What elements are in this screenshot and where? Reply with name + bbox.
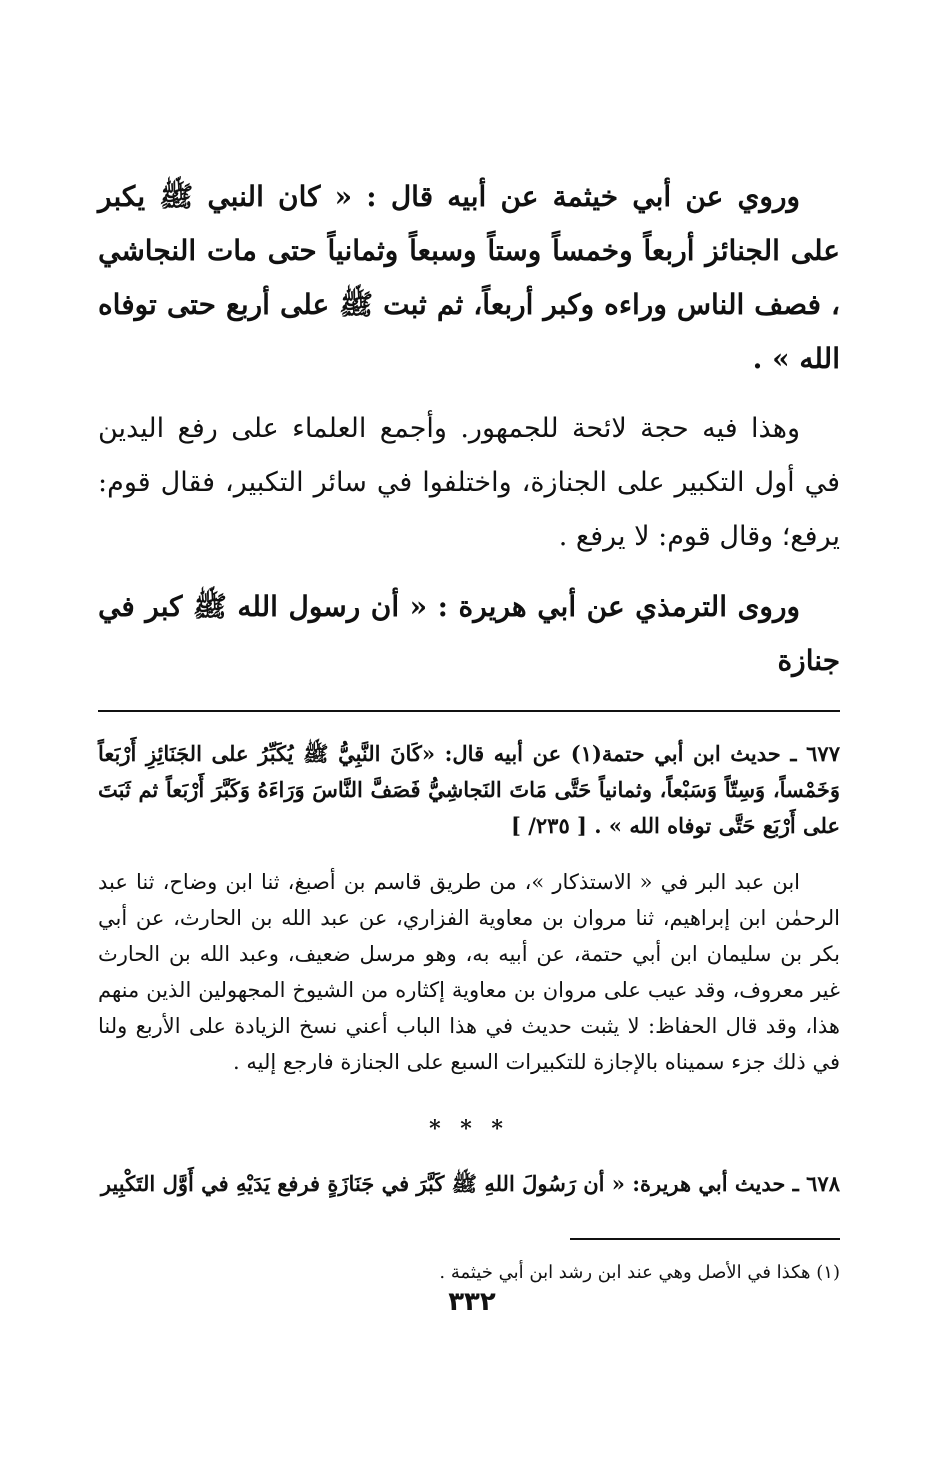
commentary-paragraph: ابن عبد البر في « الاستذكار »، من طريق قاسم بن أصبغ، ثنا ابن وضاح، ثنا عبد الرحمٰن ابن إبراهيم، ثنا مروان بن معاوية الفزاري، عن عبد الله بن الحارث، عن أبي بكر بن سليمان ابن أبي حتمة، عن أبيه به، وهو مرسل ضعيف، وعبد الله بن الحارث غير معروف، وقد عيب على مروان بن معاوية إكثاره من الشيوخ المجهولين الذين منهم هذا، وقد قال الحفاظ: لا يثبت حديث في هذا الباب أعني نسخ الزيادة على الأربع ولنا في ذلك جزء سميناه بالإجازة للتكبيرات السبع على الجنازة فارجع إليه . xyxy=(98,870,840,1074)
hadith-677: ٦٧٧ ـ حديث ابن أبي حتمة(١) عن أبيه قال: «كَانَ النَّبِيُّ ﷺ يُكَبِّرُ على الجَنَائِزِ أَرْبَعاً وَخَمْساً، وَسِتّاً وَسَبْعاً، وثمانياً حَتَّى مَاتَ النَجاشِيُّ فَصَفَّ النَّاسَ وَرَاءَهُ وَكَبَّرَ أَرْبَعاً ثم ثَبَتَ على أَرْبَع حَتَّى توفاه الله » . [ ٢٣٥/ ] xyxy=(98,741,840,838)
main-paragraph-2: وهذا فيه حجة لائحة للجمهور. وأجمع العلماء على رفع اليدين في أول التكبير على الجنازة، واختلفوا في سائر التكبير، فقال قوم: يرفع؛ وقال قوم: لا يرفع . xyxy=(98,413,840,552)
section-separator xyxy=(98,710,840,712)
footnote-rule xyxy=(570,1238,840,1240)
main-paragraph-1: وروي عن أبي خيثمة عن أبيه قال : « كان النبي ﷺ يكبر على الجنائز أربعاً وخمساً وستاً وسبعاً وثمانياً حتى مات النجاشي ، فصف الناس وراءه وكبر أربعاً، ثم ثبت ﷺ على أربع حتى توفاه الله » . xyxy=(98,180,840,375)
section-stars: * * * xyxy=(429,1116,509,1142)
footnote: (١) هكذا في الأصل وهي عند ابن رشد ابن أبي خيثمة . xyxy=(439,1262,840,1283)
page-number: ٣٣٢ xyxy=(448,1287,496,1317)
hadith-678: ٦٧٨ ـ حديث أبي هريرة: « أن رَسُولَ اللهِ ﷺ كَبَّرَ في جَنَازَةٍ فرفع يَدَيْهِ في أَوَّل التَكْبِير xyxy=(100,1171,840,1196)
main-paragraph-3: وروى الترمذي عن أبي هريرة : « أن رسول الله ﷺ كبر في جنازة xyxy=(98,590,840,677)
page-body xyxy=(98,170,840,1288)
